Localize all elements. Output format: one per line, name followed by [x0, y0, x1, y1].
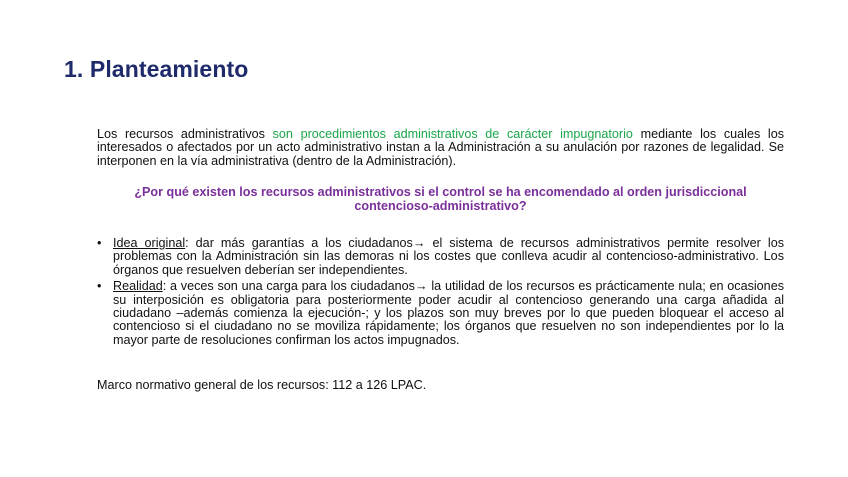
bullet-list	[97, 237, 784, 347]
slide-content	[97, 128, 784, 350]
question-heading: ¿Por qué existen los recursos administrativos si el control se ha encomendado al orden jurisdiccional contencioso-administrativo?	[134, 185, 747, 213]
bullet-item-idea-original	[97, 237, 784, 277]
slide-title: 1. Planteamiento	[64, 56, 249, 82]
bullet-marker: •	[97, 279, 102, 294]
intro-highlight: son procedimientos administrativos de carácter impugnatorio	[272, 127, 633, 141]
intro-text-after: mediante los cuales los interesados o afectados por un acto administrativo instan a la Administración a su anulación por razones de legalidad. Se interponen en la vía administrativa (dentro de la Administración).	[97, 127, 785, 168]
bullet-text: : a veces son una carga para los ciudadanos→ la utilidad de los recursos es prácticamente nula; en ocasiones su interposición es obligatoria para posteriormente poder acudir al contencioso generando una carga añadida al ciudadano –además comienza la ejecución-; y los plazos son muy breves por lo que pueden bloquear el acceso al contencioso si el ciudadano no se moviliza rápidamente; los órganos que resuelven no son independientes por lo la mayor parte de resoluciones confirman los actos impugnados.	[113, 279, 784, 347]
intro-text-before: Los recursos administrativos	[97, 127, 273, 141]
bullet-term: Idea original	[113, 236, 186, 251]
bullet-marker: •	[97, 236, 102, 251]
bullet-text: : dar más garantías a los ciudadanos→ el sistema de recursos administrativos permite resolver los problemas con la Administración sin las demoras ni los costes que conlleva acudir al contencioso-administrativo. Los órganos que resuelven deberían ser independientes.	[113, 236, 784, 277]
legal-framework-note: Marco normativo general de los recursos: 112 a 126 LPAC.	[97, 378, 427, 392]
bullet-item-realidad	[97, 280, 784, 347]
intro-paragraph	[97, 128, 784, 168]
bullet-term: Realidad	[113, 279, 163, 294]
